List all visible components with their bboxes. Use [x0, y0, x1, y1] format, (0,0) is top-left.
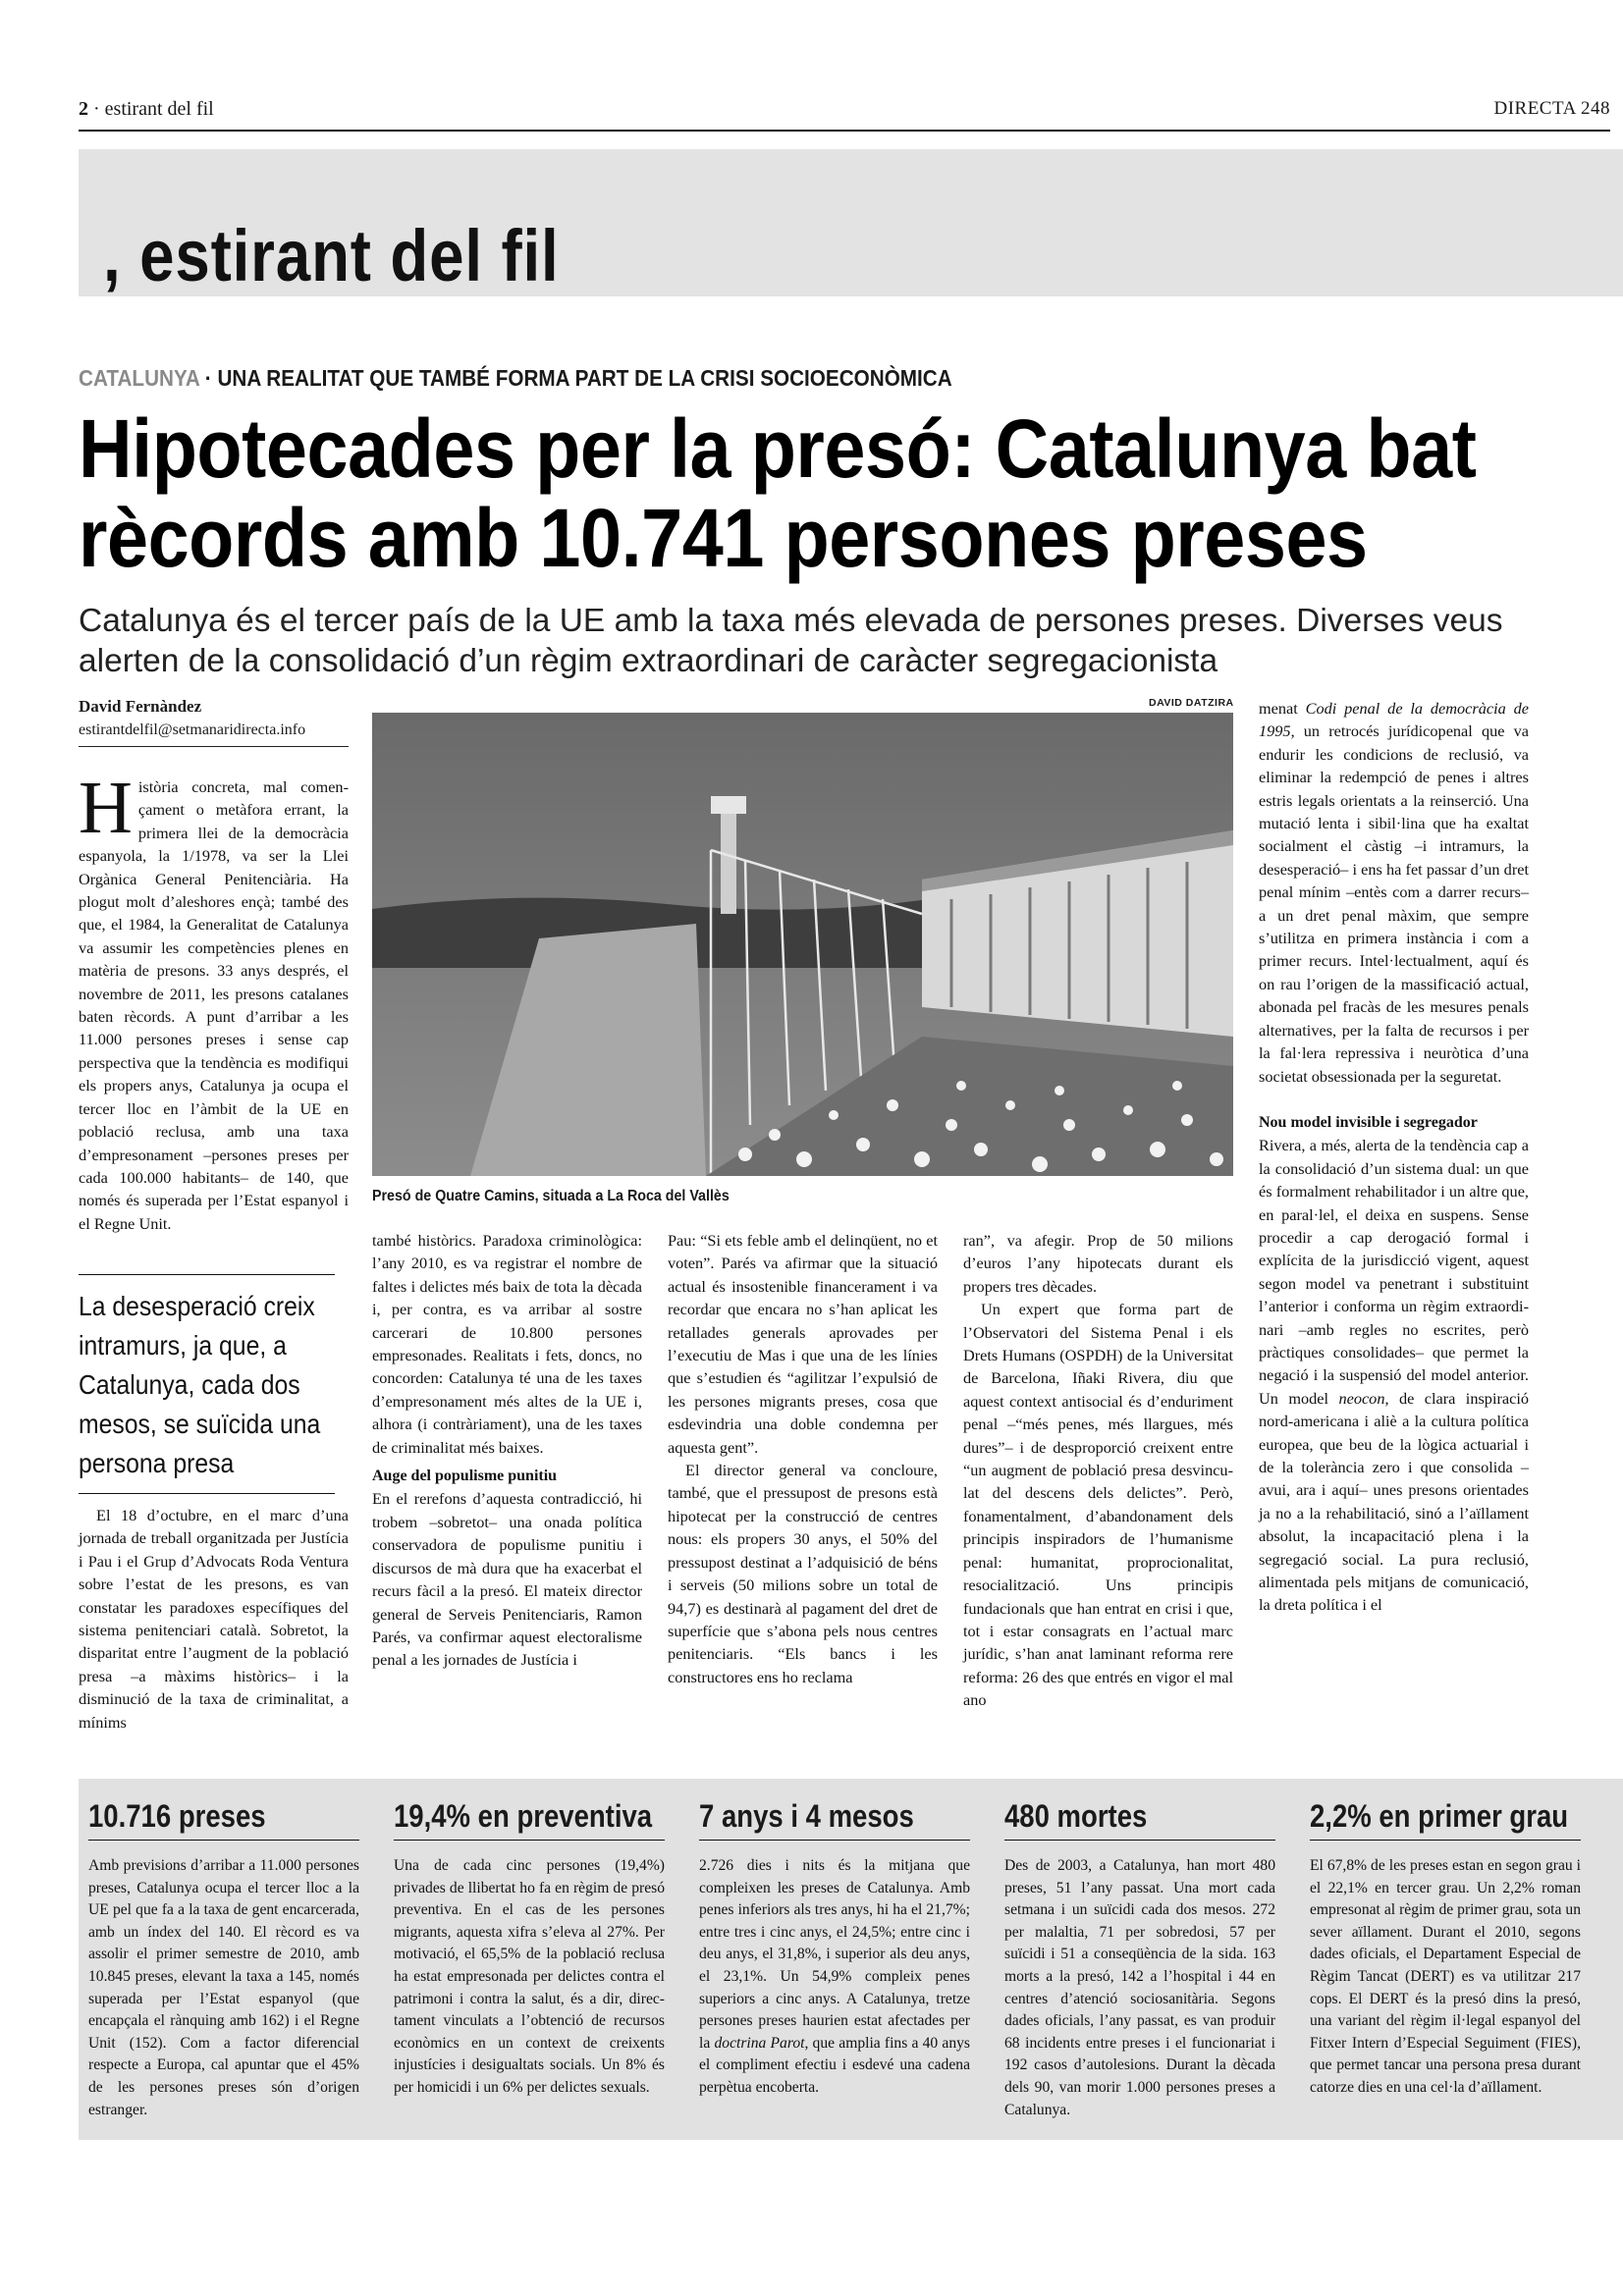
subheading: Nou model invisible i segregador — [1259, 1113, 1478, 1131]
body-paragraph: ran”, va afegir. Prop de 50 milions d’euros l’any hipotecats durant els propers tres dècades. — [963, 1231, 1233, 1296]
headline-line-2: rècords amb 10.741 persones preses — [79, 492, 1368, 584]
article-column-1-cont — [79, 1504, 349, 1734]
kicker-text: · UNA REALITAT QUE TAMBÉ FORMA PART DE LA CRISI SOCIOECONÒMICA — [199, 365, 952, 391]
article-column-3 — [668, 1229, 938, 1688]
fact-divider — [699, 1840, 970, 1841]
body-paragraph: En el rerefons d’aquesta contradicció, hi trobem –sobretot– una onada política conservadora de populisme punitiu i discursos de mà dura que ha exacerbat el recurs fàcil a la presó. El mateix director general de Serveis Penitenciaris, Ramon Parés, va confirmar aquest electoralisme penal a les jornades de Justícia i — [372, 1489, 642, 1670]
photo-caption: Presó de Quatre Camins, situada a La Roca del Vallès — [372, 1188, 730, 1204]
body-paragraph: Un expert que forma part de l’Observatori del Sistema Penal i els Drets Humans (OSPDH) de la Universitat de Barcelona, Iñaki Rivera, diu que aquest context antisocial és d’enduriment penal –“més penes, més llargues, més dures”– i de desproporció creixent entre “un augment de població presa desvinculat del descens dels delictes”. Però, fonamentalment, d’abandonament dels principis inspiradors de l’humanisme penal: humanitat, proprocionalitat, resocialització. Uns principis fundacionals que han entrat en crisi i que, tot i estar consagrats en l’actual marc jurídic, s’han anat laminant reforma rere reforma: 26 des que entrés en vigor el mal ano — [963, 1300, 1233, 1710]
body-paragraph: istòria concreta, mal començament o metàfora errant, la primera llei de la democràcia espanyola, la 1/1978, va ser la Llei Orgànica General Penitenciària. Ha plogut molt d’aleshores ençà; també des que, el 1984, la Generalitat de Catalunya va assumir les competències plenes en matèria de presons. 33 anys després, el novembre de 2011, les presons catalanes baten rècords. A punt d’arribar a les 11.000 persones preses i sense cap perspectiva que la tendència es modifiqui els propers anys, Catalunya ja ocupa el tercer lloc en l’àmbit de la UE en població reclusa, amb una taxa d’empresonament –persones preses per cada 100.000 habitants– de 140, que només és superada per l’Estat espanyol i el Regne Unit. — [79, 777, 349, 1233]
fact-divider — [88, 1840, 359, 1841]
body-paragraph: Rivera, a més, alerta de la tendència cap a la consolidació d’un sistema dual: un que és formalment rehabilitador i un altre que, en paral·lel, el deixa en suspens. Sense procedir a cap derogació formal i explícita de la jurisdicció vigent, aquest segon model va penetrant i substituint l’anterior i conforma un règim extraordinari –amb regles no escrites, però pràctiques consolidades– que permet la negació i la suspensió del model anterior. Un model neocon, de clara inspiració nord-americana i aliè a la cultura política europea, que beu de la lògica actuarial i de la tolerància zero i que consolida –avui, ara i aquí– unes presons orientades ja no a la rehabilitació, sinó a l’aïllament absolut, la incapacitació plena i la segregació social. La pura reclusió, alimentada pels mitjans de comunicació, la dreta política i el — [1259, 1136, 1530, 1615]
fact-title: 2,2% en primer grau — [1310, 1798, 1569, 1834]
page-number-label: 2 · estirant del fil — [79, 98, 214, 120]
fact-text: Amb previsions d’arribar a 11.000 persones preses, Catalunya ocupa el tercer lloc a la UE pel que fa a la taxa de gent encarcerada, amb un índex del 140. El rècord es va assolir el primer semestre de 2010, amb 10.845 preses, elevant la taxa a 145, només superada per l’Estat espanyol (que encapçala el rànquing amb 162) i el Regne Unit (152). Com a factor diferencial respecte a Europa, cal apuntar que el 45% de les persones preses són d’origen estranger. — [88, 1857, 359, 2118]
facts-panel — [79, 1779, 1623, 2140]
article-column-2 — [372, 1229, 642, 1672]
article-headline — [79, 404, 1581, 583]
body-paragraph: El 18 d’octubre, en el marc d’una jornada de treball organitzada per Justícia i Pau i el Grup d’Advocats Roda Ventura sobre l’estat de les presons, es van constatar les paradoxes específiques del sistema penitenciari català. Sobretot, la disparitat entre l’augment de la població presa –a màxims històrics– i la disminució de la taxa de criminalitat, a mínims — [79, 1506, 349, 1732]
body-paragraph: també històrics. Paradoxa criminològica: l’any 2010, es va registrar el nombre de faltes i delictes més baix de tota la dècada i, per contra, es va arribar al sostre carcerari de 10.800 persones empresonades. Realitats i fets, doncs, no concorden: Catalunya té una de les taxes d’empresonament més altes de la UE i, alhora (i contràriament), una de les taxes de criminalitat més baixes. — [372, 1231, 642, 1457]
fact-title: 10.716 preses — [88, 1798, 266, 1834]
article-kicker — [79, 365, 952, 392]
headline-line-1: Hipotecades per la presó: Catalunya bat — [79, 402, 1477, 495]
fact-text: Una de cada cinc persones (19,4%) privades de llibertat ho fa en règim de presó preventiva. En el cas de les persones migrants, aquesta xifra s’eleva al 27%. Per motivació, el 65,5% de la població reclusa ha estat empresonada per delictes contra el patrimoni i contra la salut, és a dir, directament vinculats a l’obtenció de recursos econòmics en un context de creixents injustícies i desigualtats socials. Un 8% és per homicidi i un 6% per delictes sexuals. — [394, 1857, 665, 2096]
author-name: David Fernàndez — [79, 697, 202, 716]
drop-cap: H — [79, 767, 133, 849]
fact-title: 480 mortes — [1004, 1798, 1148, 1834]
subheading: Auge del populisme punitiu — [372, 1468, 558, 1485]
fact-text: Des de 2003, a Catalunya, han mort 480 preses, 51 l’any passat. Una mort cada setmana i un suïcidi cada dos mesos. 272 per malaltia, 71 per sobredosi, 57 per suïcidi i 51 a conseqüència de la sida. 163 morts a la presó, 142 a l’hospital i 44 en centres d’atenció sociosanitària. Segons dades oficials, l’any passat, es van produir 68 incidents entre preses i el funcionariat i 192 casos d’autolesions. Durant la dècada dels 90, van morir 1.000 persones preses a Catalunya. — [1004, 1857, 1275, 2118]
section-title: , estirant del fil — [103, 215, 560, 296]
fact-divider — [1004, 1840, 1275, 1841]
article-standfirst: Catalunya és el tercer país de la UE amb la taxa més elevada de persones preses. Diverses veus alerten de la consolidació d’un règim extraordinari de caràcter segregacionista — [79, 603, 1503, 679]
body-paragraph: menat Codi penal de la democràcia de 1995, un retrocés jurídicopenal que va endurir les condicions de reclusió, va eliminar la redempció de penes i altres estris legals orientats a la reinserció. Una mutació lenta i sibil·lina que ha exaltat socialment el càstig –i intramurs, la desesperació– i ens ha fet passar d’un dret penal mínim –entès com a darrer recurs– a un dret penal màxim, que sempre s’utilitza en primera instància i com a primer recurs. Intel·lectualment, aquí és on rau l’origen de la massificació actual, abonada pel fracàs de les mesures penals alternatives, per la falta de recursos i per la fal·lera repressiva i neuròtica d’una societat obsessionada per la seguretat. — [1259, 699, 1529, 1086]
fact-title: 7 anys i 4 mesos — [699, 1798, 914, 1834]
author-email[interactable]: estirantdelfil@setmanaridirecta.info — [79, 721, 306, 738]
page-header — [79, 98, 1610, 132]
body-paragraph: Pau: “Si ets feble amb el delinqüent, no et voten”. Parés va afirmar que la situació actual és insostenible financerament i va recordar que encara no s’han aplicat les retallades generals aprovades per l’executiu de Mas i que una de les línies que s’estudien és “agilitzar l’expulsió de les persones migrants preses, cosa que esdevindria una doble condemna per aquesta gent”. — [668, 1231, 938, 1457]
fact-divider — [1310, 1840, 1581, 1841]
prison-photo — [372, 713, 1233, 1176]
fact-text: El 67,8% de les preses estan en segon grau i el 22,1% en tercer grau. Un 2,2% roman empresonat al règim de primer grau, sota un sever aïllament. Durant el 2010, segons dades oficials, el Departament Especial de Règim Tancat (DERT) es va utilitzar 217 cops. El DERT és la presó dins la presó, una variant del règim il·legal espanyol del Fitxer Intern d’Especial Seguiment (FIES), que permet tancar una persona presa durant catorze dies en una cel·la d’aïllament. — [1310, 1857, 1581, 2096]
fact-title: 19,4% en preventiva — [394, 1798, 653, 1834]
fact-divider — [394, 1840, 665, 1841]
article-column-4 — [963, 1229, 1233, 1712]
byline-divider — [79, 746, 349, 747]
body-paragraph: El director general va concloure, també, que el pressupost de presons està hipotecat per la construcció de centres nous: els propers 30 anys, el 50% del pressupost destinat a l’adquisició de béns i serveis (50 milions sobre un total de 94,7) es destinarà al pagament del dret de superfície que s’abona pels nous centres penitenciaris. “Els bancs i les constructores ens ho reclama — [668, 1461, 938, 1686]
article-column-1 — [79, 767, 349, 1235]
pull-quote: La desesperació creix intramurs, ja que, a Catalunya, cada dos mesos, se suïcida una persona presa — [79, 1274, 335, 1494]
article-column-5 — [1259, 697, 1529, 1617]
issue-label: DIRECTA 248 — [1493, 98, 1610, 119]
photo-credit: DAVID DATZIRA — [1149, 697, 1234, 709]
fact-text: 2.726 dies i nits és la mitjana que compleixen les preses de Catalunya. Amb penes inferiors als tres anys, hi ha el 21,7%; entre tres i cinc anys, el 24,5%; entre cinc i deu anys, el 31,8%, i superior als deu anys, el 23,1%. Un 54,9% compleix penes superiors a cinc anys. A Catalunya, tretze persones preses haurien estat afectades per la doctrina Parot, que amplia fins a 40 anys el compliment efectiu i esdevé una cadena perpètua encoberta. — [699, 1857, 970, 2096]
kicker-region: CATALUNYA — [79, 365, 200, 391]
watchtower — [721, 806, 736, 914]
